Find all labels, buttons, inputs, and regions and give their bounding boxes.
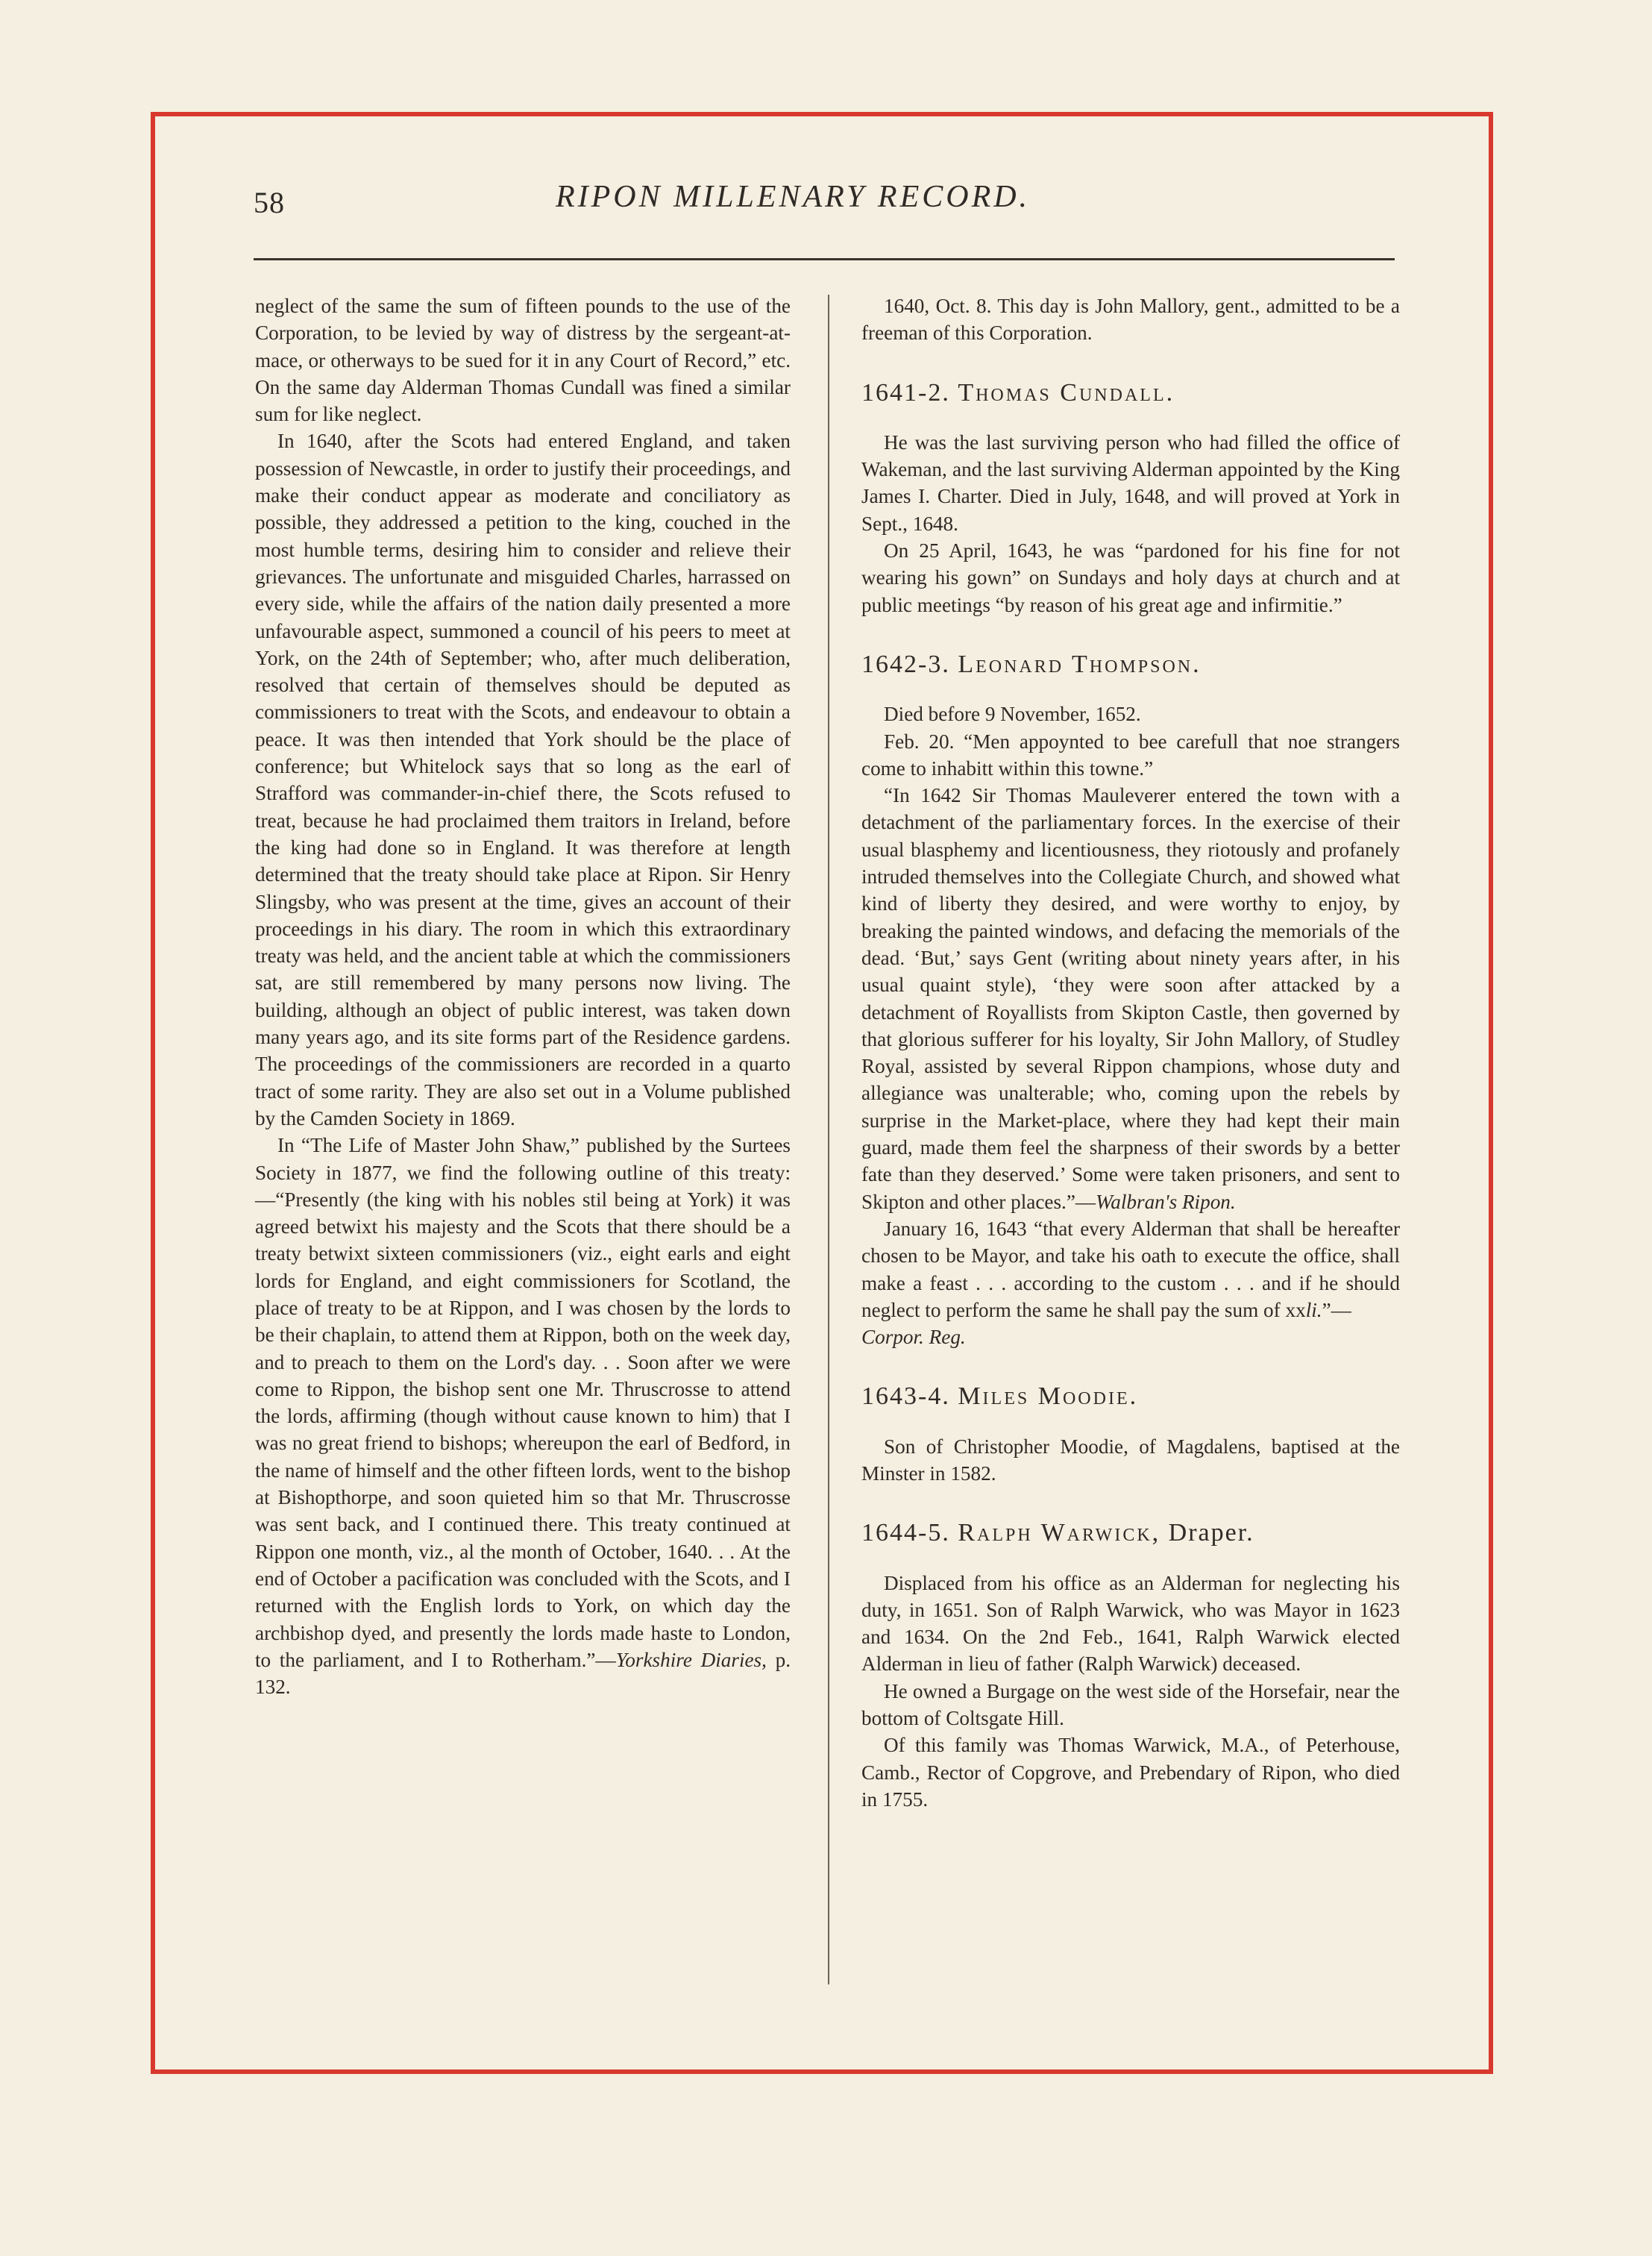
entry-year: 1642-3.: [861, 650, 950, 678]
currency-unit: li.: [1305, 1298, 1322, 1321]
citation: Corpor. Reg.: [861, 1326, 966, 1349]
entry-year: 1644-5.: [861, 1519, 950, 1547]
entry-name: Thomas Cundall.: [958, 378, 1175, 407]
quote-text: January 16, 1643 “that every Alderman that shall be hereafter chosen to be Mayor, and take his oath to execute the office, shall make a feast . . . according to the custom . . . and if he should neglect to perform the same he shall pay the sum of xx: [861, 1217, 1400, 1321]
paragraph: [255, 1132, 791, 1700]
paragraph: Of this family was Thomas Warwick, M.A., of Peterhouse, Camb., Rector of Copgrove, and Prebendary of Ripon, who died in 1755.: [861, 1734, 1400, 1811]
quote-close: ”—: [1322, 1298, 1351, 1321]
right-column: [861, 292, 1400, 1813]
paragraph: Displaced from his office as an Alderman for neglecting his duty, in 1651. Son of Ralph Warwick, who was Mayor in 1623 and 1634. On the 2nd Feb., 1641, Ralph Warwick elected Alderman in lieu of father (Ralph Warwick) deceased.: [861, 1571, 1400, 1676]
entry-name: Miles Moodie.: [958, 1382, 1139, 1411]
paragraph: [861, 782, 1400, 1215]
entry-name: Leonard Thompson.: [958, 650, 1202, 678]
paragraph: Died before 9 November, 1652.: [884, 703, 1141, 726]
entry-trade: Draper.: [1168, 1519, 1254, 1547]
citation: Walbran's Ripon.: [1096, 1190, 1236, 1213]
paragraph: Feb. 20. “Men appoynted to bee carefull that noe strangers come to inhabitt within this towne.”: [861, 730, 1400, 780]
paragraph: Son of Christopher Moodie, of Magdalens, baptised at the Minster in 1582.: [861, 1435, 1400, 1485]
header-rule: [254, 258, 1395, 260]
paragraph: He owned a Burgage on the west side of the Horsefair, near the bottom of Coltsgate Hill.: [861, 1679, 1400, 1730]
entry-year: 1641-2.: [861, 378, 950, 407]
page-number: 58: [254, 186, 285, 219]
quote-text: In “The Life of Master John Shaw,” published by the Surtees Society in 1877, we find the following outline of this treaty:—“Presently (the king with his nobles stil being at York) it was agreed betwixt his majesty and the Scots that there should be a treaty betwixt sixteen commissioners (viz., eight earls and eight lords for England, and eight commissioners for Scotland, the place of treaty to be at Rippon, and I was chosen by the lords to be their chaplain, to attend them at Rippon, both on the week day, and to preach to them on the Lord's day. . . Soon after we were come to Rippon, the bishop sent one Mr. Thruscrosse to attend the lords, affirming (though without cause known to him) that I was no great friend to bishops; whereupon the earl of Bedford, in the name of himself and the other fifteen lords, went to the bishop at Bishopthorpe, and soon quieted him so that Mr. Thruscrosse was sent back, and I continued there. This treaty continued at Rippon one month, viz., al the month of October, 1640. . . At the end of October a pacification was concluded with the Scots, and I returned with the English lords to York, on which day the archbishop dyed, and presently the lords made haste to London, to the parliament, and I to Rotherham.”—: [255, 1134, 791, 1671]
column-divider: [828, 295, 829, 1984]
left-column: [255, 292, 791, 1700]
entry-heading: [861, 651, 1400, 678]
paragraph: In 1640, after the Scots had entered England, and taken possession of Newcastle, in order to justify their proceedings, and make their conduct appear as moderate and conciliatory as possible, they addressed a petition to the king, couched in the most humble terms, desiring him to consider and relieve their grievances. The unfortunate and misguided Charles, harrassed on every side, while the affairs of the nation daily presented a more unfavourable aspect, summoned a council of his peers to meet at York, on the 24th of September; who, after much deliberation, resolved that certain of themselves should be deputed as commissioners to treat with the Scots, and endeavour to obtain a peace. It was then intended that York should be the place of conference; but Whitelock says that so long as the earl of Strafford was commander-in-chief there, the Scots refused to treat, because he had proclaimed them traitors in Ireland, before the king had done so in England. It was therefore at length determined that the treaty should take place at Ripon. Sir Henry Slingsby, who was present at the time, gives an account of their proceedings in his diary. The room in which this extraordinary treaty was held, and the ancient table at which the commissioners sat, are still remembered by many persons now living. The building, although an object of public interest, was taken down many years ago, and its site forms part of the Residence gardens. The proceedings of the commissioners are recorded in a quarto tract of some rarity. They are also set out in a Volume published by the Camden Society in 1869.: [255, 430, 791, 1129]
paragraph: On 25 April, 1643, he was “pardoned for his fine for not wearing his gown” on Sundays and holy days at church and at public meetings “by reason of his great age and infirmitie.”: [861, 539, 1400, 616]
paragraph: neglect of the same the sum of fifteen pounds to the use of the Corporation, to be levied by way of distress by the sergeant-at-mace, or otherways to be sued for it in any Court of Record,” etc. On the same day Alderman Thomas Cundall was fined a similar sum for like neglect.: [255, 295, 791, 426]
entry-heading: [861, 1520, 1400, 1547]
running-title: RIPON MILLENARY RECORD.: [556, 180, 1031, 214]
citation: Yorkshire Diaries,: [615, 1648, 767, 1671]
paragraph: 1640, Oct. 8. This day is John Mallory, gent., admitted to be a freeman of this Corporation.: [861, 295, 1400, 345]
entry-heading: [861, 380, 1400, 407]
entry-name: Ralph Warwick,: [958, 1519, 1161, 1547]
paragraph: He was the last surviving person who had filled the office of Wakeman, and the last surviving Alderman appointed by the King James I. Charter. Died in July, 1648, and will proved at York in Sept., 1648.: [861, 430, 1400, 535]
citation-page: p. 132.: [255, 1648, 791, 1699]
paragraph: [861, 1215, 1400, 1350]
entry-heading: [861, 1383, 1400, 1410]
quote-text: “In 1642 Sir Thomas Mauleverer entered the town with a detachment of the parliamentary forces. In the exercise of their usual blasphemy and licentiousness, they riotously and profanely intruded themselves into the Collegiate Church, and showed what kind of liberty they desired, and were worthy to enjoy, by breaking the painted windows, and defacing the memorials of the dead. ‘But,’ says Gent (writing about ninety years after, in his usual quaint style), ‘they were soon after attacked by a detachment of Royallists from Skipton Castle, then governed by that glorious sufferer for his loyalty, Sir John Mallory, of Studley Royal, assisted by several Rippon champions, whose duty and allegiance was unalterable; who, coming upon the rebels by surprise in the Market-place, where they had kept their main guard, made them feel the sharpness of their swords by a better fate than they deserved.’ Some were taken prisoners, and sent to Skipton and other places.”—: [861, 784, 1400, 1213]
entry-year: 1643-4.: [861, 1382, 950, 1411]
